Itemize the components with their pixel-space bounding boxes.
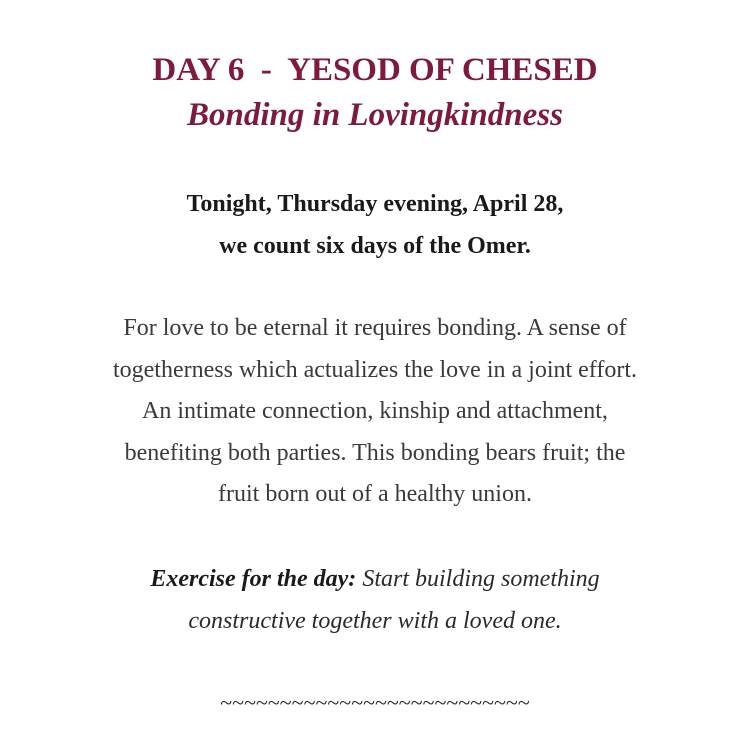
- page-subtitle: Bonding in Lovingkindness: [187, 97, 563, 133]
- exercise-line-1: [40, 558, 710, 600]
- body-paragraph: [40, 308, 710, 516]
- body-line-5: fruit born out of a healthy union.: [218, 481, 532, 507]
- exercise-text-1: Start building something: [362, 566, 600, 592]
- tilde-divider: ~~~~~~~~~~~~~~~~~~~~~~~~~~: [220, 690, 530, 715]
- body-line-1: For love to be eternal it requires bonding. A sense of: [123, 315, 627, 341]
- body-line-4: benefiting both parties. This bonding bears fruit; the: [124, 439, 626, 466]
- intro-block: [0, 183, 750, 267]
- body-line-2: togetherness which actualizes the love in a joint effort.: [112, 356, 638, 383]
- page-title: DAY 6 - YESOD OF CHESED: [152, 52, 598, 88]
- intro-line-2: we count six days of the Omer.: [219, 233, 531, 259]
- exercise-block: [40, 558, 710, 642]
- exercise-text-2: constructive together with a loved one.: [188, 608, 562, 634]
- intro-line-1: Tonight, Thursday evening, April 28,: [186, 191, 564, 217]
- body-line-3: An intimate connection, kinship and attachment,: [142, 398, 608, 424]
- exercise-label: Exercise for the day:: [150, 566, 357, 592]
